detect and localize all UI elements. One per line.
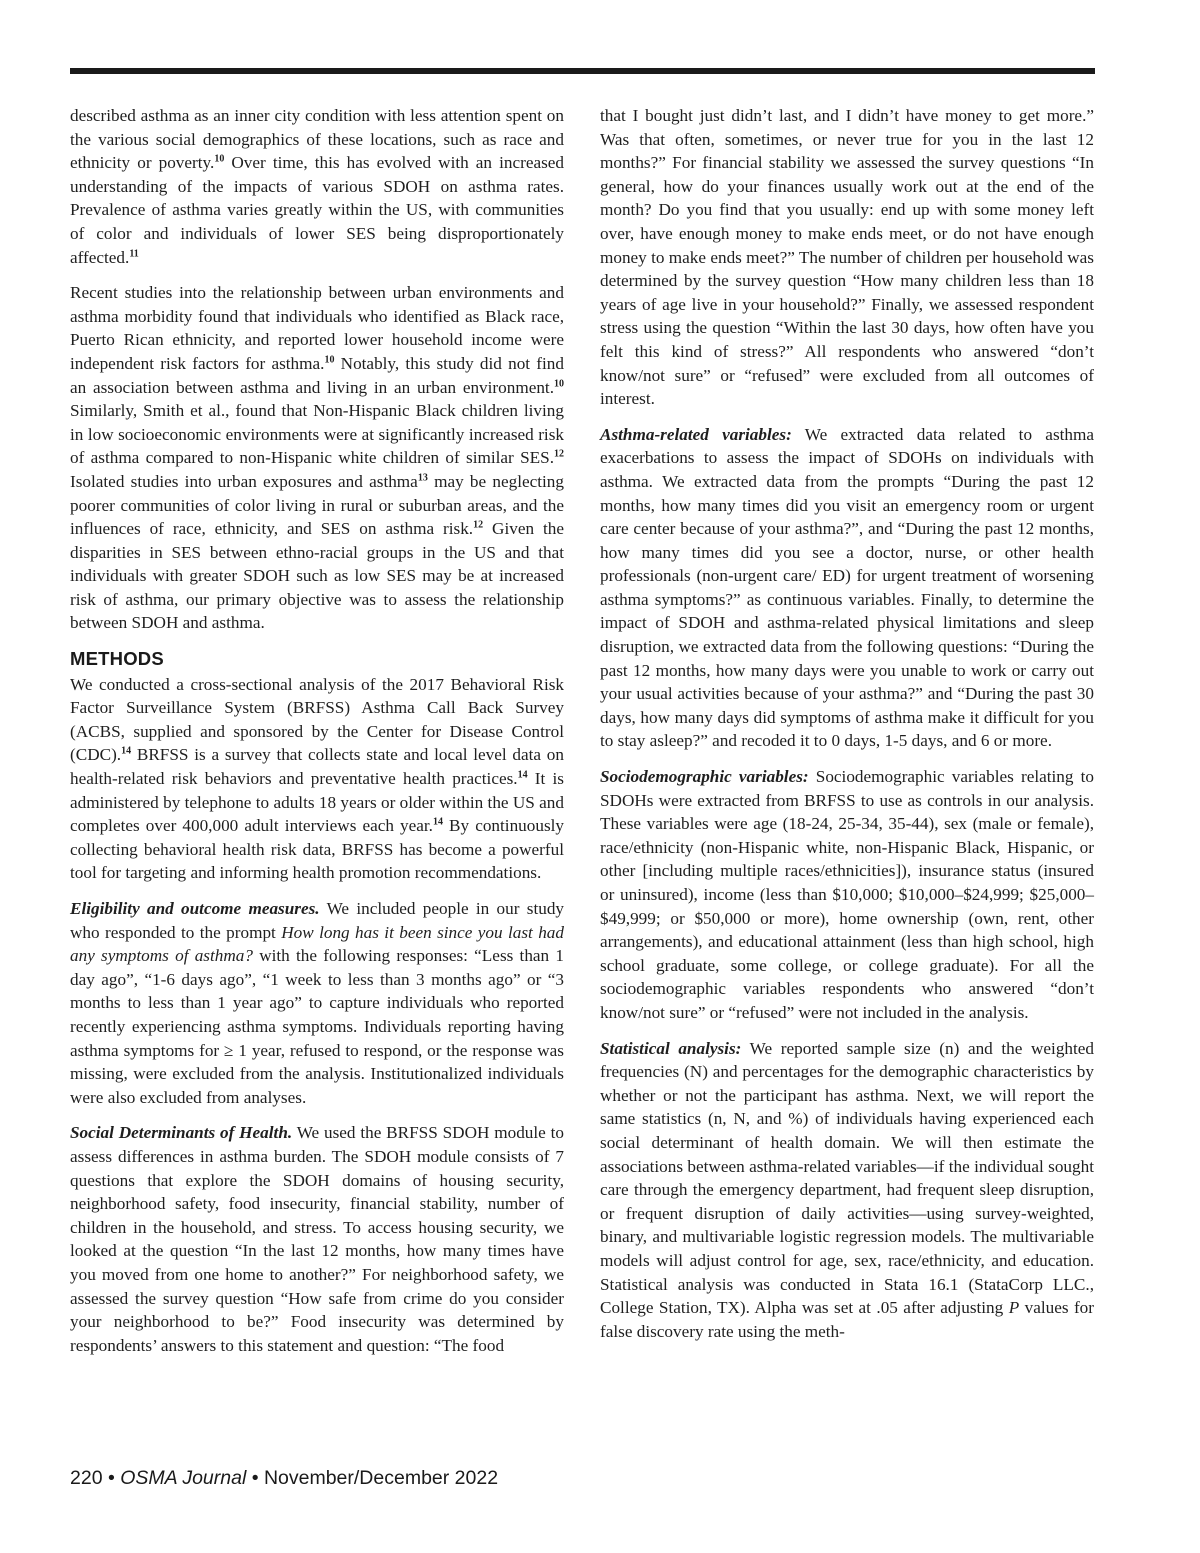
survey-prompt: How long has it been since you last had any symptoms of asthma? — [70, 922, 564, 966]
sdoh-subheading: Social Determinants of Health. — [70, 1123, 293, 1143]
citation: 12 — [473, 519, 484, 531]
citation: 10 — [324, 354, 335, 366]
citation: 14 — [121, 745, 132, 757]
citation: 14 — [432, 816, 443, 828]
eligibility-subheading: Eligibility and outcome measures. — [70, 899, 320, 918]
methods-heading: METHODS — [70, 648, 164, 670]
right-column — [600, 104, 1094, 1355]
left-column — [70, 104, 564, 1369]
sdoh-paragraph: Social Determinants of Health. We used the BRFSS SDOH module to assess differences in asthma burden. The SDOH module consists of 7 questions that explore the SDOH domains of housing security, neighborhood safety, food insecurity, financial stability, number of children in the household, and stress. To access housing security, we looked at the question “In the last 12 months, how many times have you moved from one home to another?” For neighborhood safety, we assessed the survey question “How safe from crime do you consider your neighborhood to be?” Food insecurity was determined by respondents’ answers to this statement and question: “The food — [70, 1123, 564, 1355]
p-symbol: P — [1008, 1298, 1020, 1318]
citation: 12 — [554, 448, 564, 460]
top-rule-divider — [70, 68, 1095, 74]
citation: 13 — [417, 472, 428, 484]
eligibility-paragraph: Eligibility and outcome measures. We included people in our study who responded to the prompt How long has it been since you last had any symptoms of asthma? with the following responses: “Less than 1 day ago”, “1-6 days ago”, “1 week to less than 3 months ago” or “3 months to less than 1 year ago” to capture individuals who reported recently experiencing asthma symptoms. Individuals reporting having asthma symptoms for ≥ 1 year, refused to respond, or the response was missing, were excluded from the analysis. Institutionalized individuals were also excluded from analyses. — [70, 899, 565, 1107]
citation: 14 — [517, 769, 528, 781]
page-number: 220 • — [70, 1467, 121, 1489]
sdoh-continued-paragraph: that I bought just didn’t last, and I didn’t have money to get more.” Was that often, sometimes, or never true for you in the last 12 months?” For financial stability we assessed the survey questions “In general, how do your finances usually work out at the end of the month? Do you find that you usually: end up with some money left over, have enough money to make ends meet, or do not have enough money to make ends meet?” The number of children per household was determined by the survey question “How many children less than 18 years of age live in your household?” Finally, we assessed respondent stress using the question “Within the last 30 days, how often have you felt this kind of stress?” All respondents who answered “don’t know/not sure” or “refused” were excluded from all outcomes of interest. — [600, 106, 1094, 409]
journal-name: OSMA Journal — [120, 1467, 247, 1489]
methods-paragraph: We conducted a cross-sectional analysis of the 2017 Behavioral Risk Factor Surveillance System (BRFSS) Asthma Call Back Survey (ACBS, supplied and sponsored by the Center for Disease Control (CDC).$^{14}$ BRFSS is a survey that collects state and local level data on health-related risk behaviors and preventative health practices.$^{14}$ It is administered by telephone to adults 18 years or older within the US and completes over 400,000 adult interviews each year.$^{14}$ By continuously collecting behavioral health risk data, BRFSS has become a powerful tool for targeting and informing health promotion recommendations. — [70, 674, 564, 883]
citation: 10 — [554, 377, 564, 389]
issue-date: • November/December 2022 — [246, 1467, 499, 1489]
statistical-analysis-paragraph: Statistical analysis: We reported sample size (n) and the weighted frequencies (N) and percentages for the demographic characteristics by whether or not the participant has asthma. Next, we will report the same statistics (n, N, and %) of individuals having experienced each social determinant of health domain. We will then estimate the associations between asthma-related variables—if the individual sought care through the emergency department, had frequent sleep disruption, or frequent disruption of daily activities—using survey-weighted, binary, and multivariable logistic regression models. The multivariable models will adjust control for age, sex, race/ethnicity, and education. Statistical analysis was conducted in Stata 16.1 (StataCorp LLC., College Station, TX). Alpha was set at .05 after adjusting P values for false discovery rate using the meth- — [600, 1038, 1095, 1341]
citation: 11 — [129, 247, 139, 259]
sociodemographic-subheading: Sociodemographic variables: — [600, 767, 809, 787]
statistical-analysis-subheading: Statistical analysis: — [600, 1038, 742, 1058]
asthma-variables-subheading: Asthma-related variables: — [600, 424, 792, 444]
asthma-variables-paragraph: Asthma-related variables: We extracted data related to asthma exacerbations to assess the impact of SDOHs on individuals with asthma. We extracted data from the prompts “During the past 12 months, how many times did you visit an emergency room or urgent care center because of your asthma?”, and “During the past 12 months, how many times did you see a doctor, nurse, or other health professionals (non-urgent care/ ED) for urgent treatment of worsening asthma symptoms?” as continuous variables. Finally, to determine the impact of SDOH and asthma-related physical limitations and sleep disruption, we extracted data from the following questions: “During the past 12 months, how many days were you unable to work or carry out your usual activities because of your asthma?” and “During the past 30 days, how many days did symptoms of asthma make it difficult for you to stay asleep?” and recoded it to 0 days, 1-5 days, and 6 or more. — [600, 424, 1094, 751]
sociodemographic-paragraph: Sociodemographic variables: Sociodemographic variables relating to SDOHs were extracted from BRFSS to use as controls in our analysis. These variables were age (18-24, 25-34, 35-44), sex (male or female), race/ethnicity (non-Hispanic white, non-Hispanic Black, Hispanic, or other [including multiple races/ethnicities]), insurance status (insured or uninsured), income (less than $10,000; $10,000–$24,999; $25,000–$49,999; or $50,000 or more), home ownership (own, rent, other arrangements), and educational attainment (less than high school, high school graduate, some college, or college graduate). For all the sociodemographic variables respondents who answered “don’t know/not sure” or “refused” were not included in the analysis. — [600, 767, 1094, 1022]
citation: 10 — [214, 153, 225, 165]
page-footer — [70, 1467, 498, 1490]
intro-paragraph-2: Recent studies into the relationship between urban environments and asthma morbidity found that individuals who identified as Black race, Puerto Rican ethnicity, and reported lower household income were independent risk factors for asthma.$^{10}$ Notably, this study did not find an association between asthma and living in an urban environment.$^{10}$ Similarly, Smith et al., found that Non-Hispanic Black children living in low socioeconomic environments were at significantly increased risk of asthma compared to non-Hispanic white children of similar SES.$^{12}$ Isolated studies into urban exposures and asthma$^{13}$ may be neglecting poorer communities of color living in rural or suburban areas, and the influences of race, ethnicity, and SES on asthma risk.$^{12}$ Given the disparities in SES between ethno-racial groups in the US and that individuals with greater SDOH such as low SES may be at increased risk of asthma, our primary objective was to assess the relationship between SDOH and asthma. — [70, 283, 564, 633]
intro-paragraph-1: described asthma as an inner city condition with less attention spent on the various social demographics of these locations, such as race and ethnicity or poverty.$^{10}$ Over time, this has evolved with an increased understanding of the impacts of various SDOH on asthma rates. Prevalence of asthma varies greatly within the US, with communities of color and individuals of lower SES being disproportionately affected.$^{11}$ — [70, 106, 564, 267]
